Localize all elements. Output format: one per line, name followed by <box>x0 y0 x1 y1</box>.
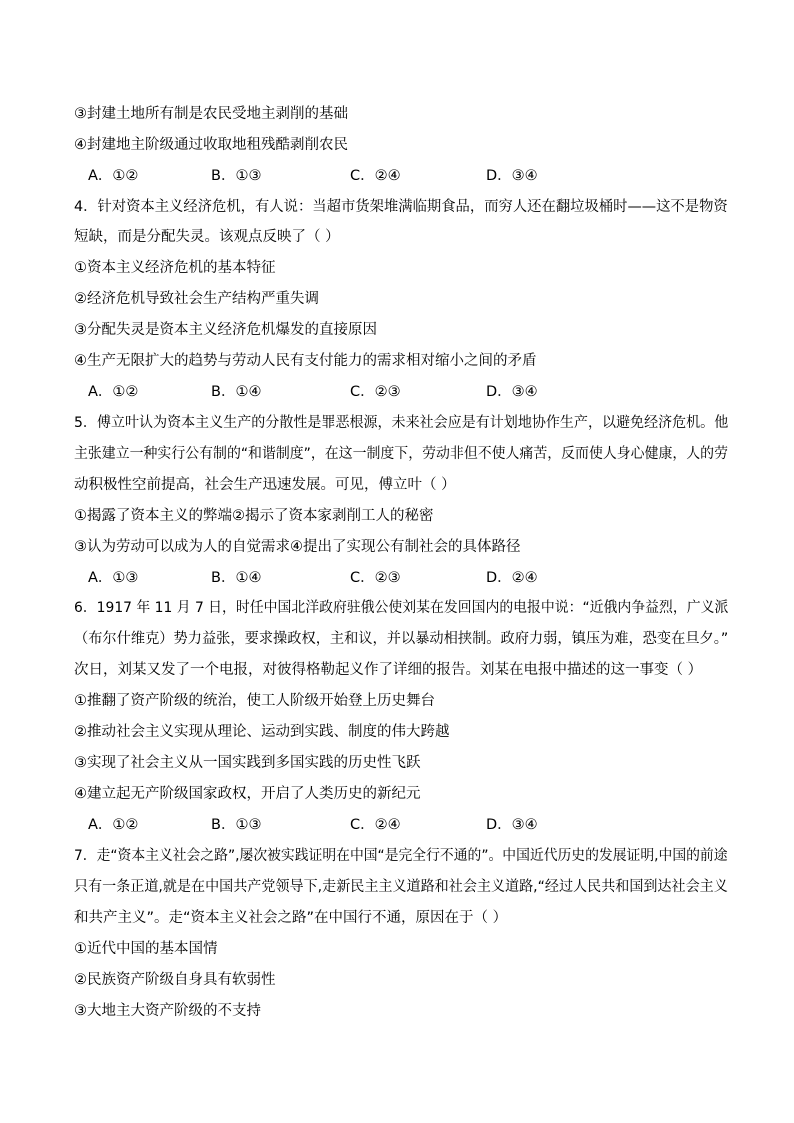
option-c: C．②③ <box>350 384 401 400</box>
option-a: A．①② <box>88 168 139 184</box>
text-line: ③实现了社会主义从一国实践到多国实践的历史性飞跃 <box>74 755 421 771</box>
question-7-stem: 7．走“资本主义社会之路”,屡次被实践证明在中国“是完全行不通的”。中国近代历史的发展证明,中国的前途 <box>74 848 728 864</box>
option-a: A．①③ <box>88 570 139 586</box>
text-line: ③封建土地所有制是农民受地主剥削的基础 <box>74 106 348 122</box>
text-line: ④生产无限扩大的趋势与劳动人民有支付能力的需求相对缩小之间的矛盾 <box>74 353 537 369</box>
option-d: D．③④ <box>486 817 538 833</box>
text-line: 次日，刘某又发了一个电报，对彼得格勒起义作了详细的报告。刘某在电报中描述的这一事变（ ） <box>74 662 703 678</box>
text-line: 主张建立一种实行公有制的“和谐制度”，在这一制度下，劳动非但不使人痛苦，反而使人身心健康，人的劳 <box>74 446 728 462</box>
text-line: ②推动社会主义实现从理论、运动到实践、制度的伟大跨越 <box>74 724 450 740</box>
option-b: B．①③ <box>211 817 262 833</box>
option-b: B．①③ <box>211 168 262 184</box>
text-line: ①揭露了资本主义的弊端②揭示了资本家剥削工人的秘密 <box>74 508 434 524</box>
text-line: ②民族资产阶级自身具有软弱性 <box>74 972 276 988</box>
option-c: C．②③ <box>350 570 401 586</box>
text-line: 短缺，而是分配失灵。该观点反映了（ ） <box>74 229 340 245</box>
text-line: ①近代中国的基本国情 <box>74 941 218 957</box>
text-line: ③认为劳动可以成为人的自觉需求④提出了实现公有制社会的具体路径 <box>74 539 521 555</box>
text-line: ④建立起无产阶级国家政权，开启了人类历史的新纪元 <box>74 786 421 802</box>
text-line: ③分配失灵是资本主义经济危机爆发的直接原因 <box>74 322 377 338</box>
question-6-stem: 6．1917 年 11 月 7 日，时任中国北洋政府驻俄公使刘某在发回国内的电报中说：“近俄内争益烈，广义派 <box>74 600 729 616</box>
text-line: ③大地主大资产阶级的不支持 <box>74 1003 261 1019</box>
option-d: D．②④ <box>486 570 538 586</box>
option-d: D．③④ <box>486 384 538 400</box>
option-c: C．②④ <box>350 817 401 833</box>
text-line: ②经济危机导致社会生产结构严重失调 <box>74 291 319 307</box>
text-line: ④封建地主阶级通过收取地租残酷剥削农民 <box>74 137 348 153</box>
option-b: B．①④ <box>211 570 262 586</box>
question-5-stem: 5．傅立叶认为资本主义生产的分散性是罪恶根源，未来社会应是有计划地协作生产，以避免经济危机。他 <box>74 415 729 431</box>
text-line: 和共产主义”。走“资本主义社会之路”在中国行不通，原因在于（ ） <box>74 910 508 926</box>
question-4-stem: 4．针对资本主义经济危机，有人说：当超市货架堆满临期食品，而穷人还在翻垃圾桶时——这不是物资 <box>74 199 728 215</box>
text-line: ①推翻了资产阶级的统治，使工人阶级开始登上历史舞台 <box>74 693 435 709</box>
option-d: D．③④ <box>486 168 538 184</box>
option-a: A．①② <box>88 384 139 400</box>
text-line: 动积极性空前提高，社会生产迅速发展。可见，傅立叶（ ） <box>74 477 456 493</box>
option-b: B．①④ <box>211 384 262 400</box>
text-line: 只有一条正道,就是在中国共产党领导下,走新民主主义道路和社会主义道路,“经过人民共和国到达社会主义 <box>74 879 728 895</box>
option-a: A．①② <box>88 817 139 833</box>
text-line: （布尔什维克）势力益张，要求操政权，主和议，并以暴动相挟制。政府力弱，镇压为难，恐变在旦夕。” <box>74 631 729 647</box>
option-c: C．②④ <box>350 168 401 184</box>
text-line: ①资本主义经济危机的基本特征 <box>74 260 276 276</box>
